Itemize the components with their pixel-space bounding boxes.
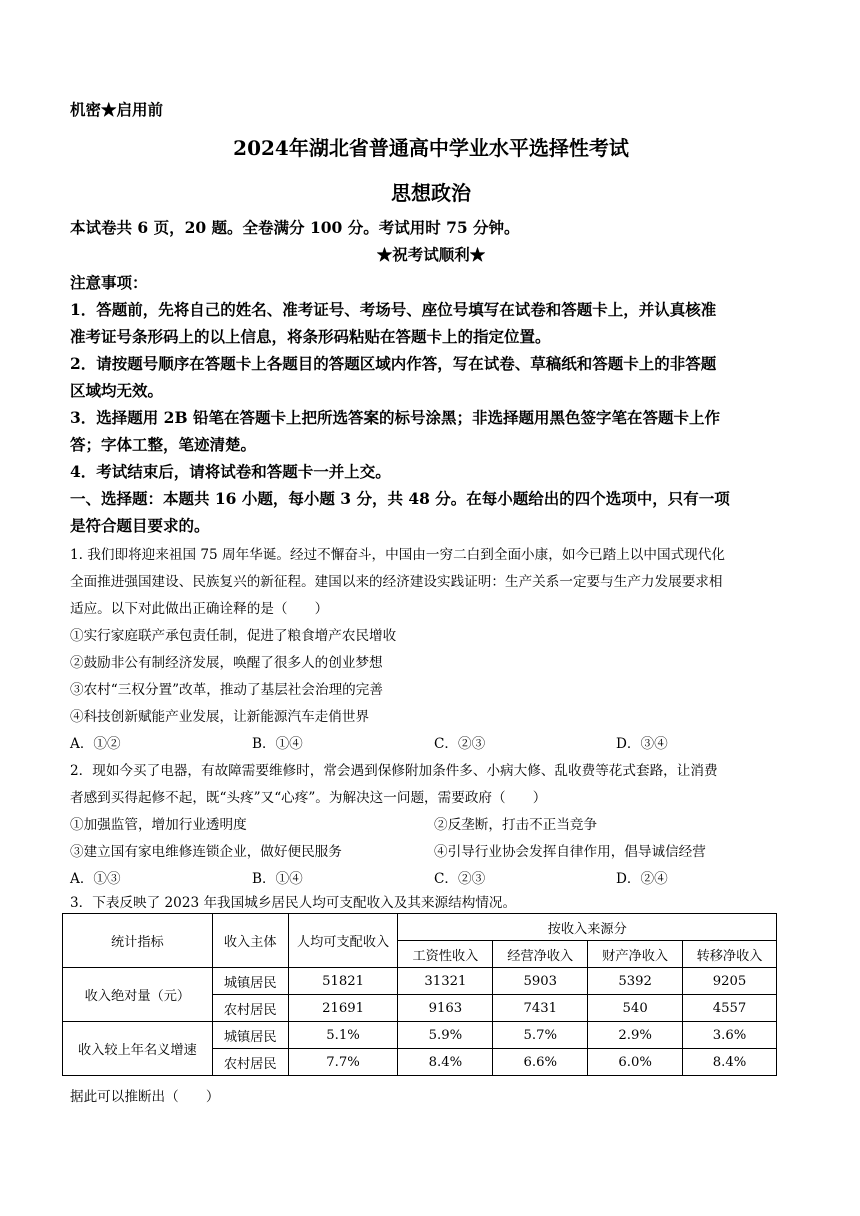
note-line: 4．考试结束后，请将试卷和答题卡一并上交。: [70, 462, 391, 481]
table-cell: 3.6%: [683, 1022, 777, 1049]
q1-option-c: C．②③: [434, 736, 486, 752]
table-cell: 9163: [398, 995, 493, 1022]
exam-title: 2024年湖北省普通高中学业水平选择性考试: [233, 136, 629, 160]
q2-option-c: C．②③: [434, 871, 486, 887]
table-cell: 6.6%: [493, 1049, 588, 1076]
table-cell: 9205: [683, 968, 777, 995]
header-wage-income: 工资性收入: [398, 941, 493, 968]
q1-statement: ②鼓励非公有制经济发展，唤醒了很多人的创业梦想: [70, 655, 383, 671]
table-cell: 5903: [493, 968, 588, 995]
good-luck-wish: ★祝考试顺利★: [376, 245, 486, 264]
header-business-income: 经营净收入: [493, 941, 588, 968]
q2-statement: ②反垄断，打击不正当竞争: [434, 817, 598, 833]
q3-stem: 3．下表反映了 2023 年我国城乡居民人均可支配收入及其来源结构情况。: [70, 895, 517, 911]
row-rural-label: 农村居民: [212, 1049, 288, 1076]
q2-option-a: A．①③: [70, 871, 121, 887]
header-by-source: 按收入来源分: [398, 914, 777, 941]
table-cell: 8.4%: [398, 1049, 493, 1076]
header-subject: 收入主体: [212, 914, 288, 968]
header-property-income: 财产净收入: [588, 941, 683, 968]
q1-stem-line: 1. 我们即将迎来祖国 75 周年华诞。经过不懈奋斗，中国由一穷二白到全面小康，如今已踏上以中国式现代化: [70, 547, 725, 563]
q2-stem-line: 者感到买得起修不起，既“头疼”又“心疼”。为解决这一问题，需要政府（ ）: [70, 790, 547, 806]
q3-conclusion: 据此可以推断出（ ）: [70, 1089, 220, 1105]
q1-stem-line: 全面推进强国建设、民族复兴的新征程。建国以来的经济建设实践证明：生产关系一定要与生产力发展要求相: [70, 574, 723, 590]
notes-heading: 注意事项：: [70, 273, 148, 292]
row-rural-label: 农村居民: [212, 995, 288, 1022]
note-line: 答；字体工整，笔迹清楚。: [70, 435, 257, 454]
q2-option-b: B．①④: [252, 871, 303, 887]
section-heading: 一、选择题：本题共 16 小题，每小题 3 分，共 48 分。在每小题给出的四个选项中，只有一项: [70, 489, 730, 508]
q1-option-b: B．①④: [252, 736, 303, 752]
table-cell: 51821: [288, 968, 398, 995]
group-growth: 收入较上年名义增速: [63, 1022, 213, 1076]
row-urban-label: 城镇居民: [212, 1022, 288, 1049]
q1-option-a: A．①②: [70, 736, 121, 752]
q1-option-d: D．③④: [616, 736, 668, 752]
q2-option-d: D．②④: [616, 871, 668, 887]
table-cell: 21691: [288, 995, 398, 1022]
note-line: 2．请按题号顺序在答题卡上各题目的答题区域内作答，写在试卷、草稿纸和答题卡上的非答题: [70, 354, 717, 373]
note-line: 准考证号条形码上的以上信息，将条形码粘贴在答题卡上的指定位置。: [70, 327, 551, 346]
note-line: 区域均无效。: [70, 381, 164, 400]
table-cell: 4557: [683, 995, 777, 1022]
header-transfer-income: 转移净收入: [683, 941, 777, 968]
table-cell: 7.7%: [288, 1049, 398, 1076]
group-absolute: 收入绝对量（元）: [63, 968, 213, 1022]
confidential-label: 机密★启用前: [70, 100, 164, 119]
row-urban-label: 城镇居民: [212, 968, 288, 995]
table-cell: 6.0%: [588, 1049, 683, 1076]
table-cell: 540: [588, 995, 683, 1022]
table-cell: 31321: [398, 968, 493, 995]
subject-title: 思想政治: [391, 181, 471, 205]
section-heading-cont: 是符合题目要求的。: [70, 516, 210, 535]
q2-statement: ①加强监管，增加行业透明度: [70, 817, 247, 833]
table-cell: 7431: [493, 995, 588, 1022]
note-line: 3．选择题用 2B 铅笔在答题卡上把所选答案的标号涂黑；非选择题用黑色签字笔在答题卡上作: [70, 408, 720, 427]
q2-statement: ③建立国有家电维修连锁企业，做好便民服务: [70, 844, 342, 860]
q1-statement: ①实行家庭联产承包责任制，促进了粮食增产农民增收: [70, 628, 397, 644]
table-cell: 5392: [588, 968, 683, 995]
header-disposable-income: 人均可支配收入: [288, 914, 398, 968]
table-cell: 5.9%: [398, 1022, 493, 1049]
q1-statement: ④科技创新赋能产业发展，让新能源汽车走俏世界: [70, 709, 370, 725]
header-indicator: 统计指标: [63, 914, 213, 968]
q1-statement: ③农村“三权分置”改革，推动了基层社会治理的完善: [70, 682, 383, 698]
table-cell: 2.9%: [588, 1022, 683, 1049]
q2-stem-line: 2．现如今买了电器，有故障需要维修时，常会遇到保修附加条件多、小病大修、乱收费等花式套路，让消费: [70, 763, 718, 779]
income-table: [62, 913, 777, 1076]
table-cell: 8.4%: [683, 1049, 777, 1076]
exam-info: 本试卷共 6 页，20 题。全卷满分 100 分。考试用时 75 分钟。: [70, 218, 520, 237]
q2-statement: ④引导行业协会发挥自律作用，倡导诚信经营: [434, 844, 706, 860]
table-cell: 5.1%: [288, 1022, 398, 1049]
q1-stem-line: 适应。以下对此做出正确诠释的是（ ）: [70, 601, 329, 617]
note-line: 1．答题前，先将自己的姓名、准考证号、考场号、座位号填写在试卷和答题卡上，并认真核准: [70, 300, 717, 319]
table-cell: 5.7%: [493, 1022, 588, 1049]
